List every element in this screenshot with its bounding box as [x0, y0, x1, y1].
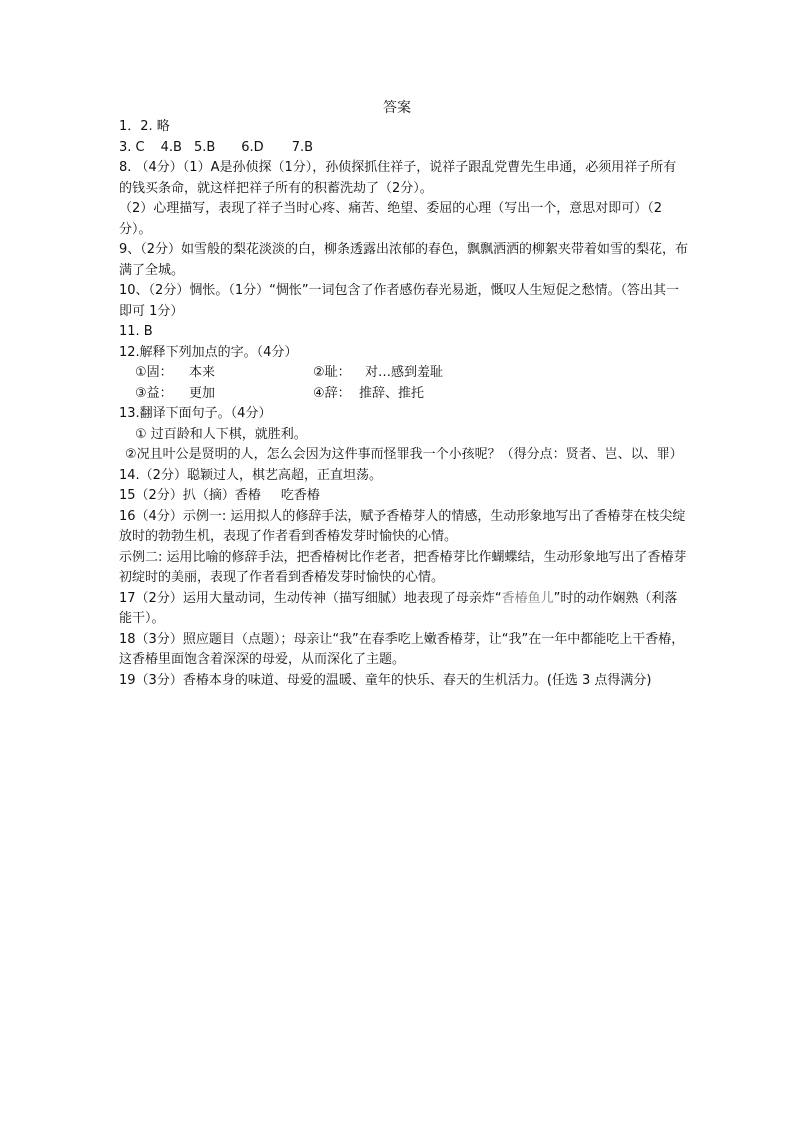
answer-13-item-2: ②况且叶公是贤明的人，怎么会因为这件事而怪罪我一个小孩呢？（得分点：贤者、岂、以、罪）	[125, 447, 683, 462]
answer-16-example-1: 16（4分）示例一: 运用拟人的修辞手法，赋予香椿芽人的情感，生动形象地写出了香椿芽在枝尖绽放时的勃勃生机，表现了作者看到香椿发芽时愉快的心情。	[119, 508, 686, 544]
answer-16-example-2: 示例二: 运用比喻的修辞手法，把香椿树比作老者，把香椿芽比作蝴蝶结，生动形象地写出了香椿芽初绽时的美丽，表现了作者看到香椿发芽时愉快的心情。	[119, 549, 687, 585]
answer-17-quoted-term: 香椿鱼儿	[501, 590, 554, 606]
answer-12-row-1	[119, 363, 689, 384]
answer-4: 4.B	[160, 139, 182, 155]
answer-3: 3. C	[119, 139, 145, 155]
q12-val-d: 推辞、推托	[359, 385, 425, 401]
answer-14: 14.（2分）聪颖过人，棋艺高超，正直坦荡。	[119, 467, 382, 483]
page-title: 答案	[383, 100, 411, 116]
q12-val-a: 本来	[189, 365, 216, 380]
q12-val-b: 对…感到羞耻	[365, 365, 444, 380]
q12-val-c: 更加	[189, 385, 216, 401]
answer-15	[119, 486, 689, 507]
answer-8-part-1: 8. （4分）（1）A是孙侦探（1分），孙侦探抓住祥子，说祥子跟乱党曹先生串通，必须用祥子所有的钱买条命，就这样把祥子所有的积蓄洗劫了（2分）。	[119, 160, 677, 196]
answer-13-item-1: ① 过百龄和人下棋，就胜利。	[135, 426, 307, 442]
answer-list	[119, 117, 689, 691]
q12-key-c: ③益：	[135, 385, 173, 401]
answer-10: 10、（2分）惆怅。（1分）“惆怅”一词包含了作者感伤春光易逝，慨叹人生短促之愁情。（答出其一即可 1分）	[119, 283, 680, 319]
answer-17-part-2: ”时的动作娴熟（利落能干）。	[119, 590, 678, 626]
answer-6: 6.D	[241, 139, 264, 155]
answer-11: 11. B	[119, 324, 153, 339]
answer-15-part-2: 吃香椿	[280, 488, 320, 503]
answer-7: 7.B	[291, 139, 314, 155]
answer-9: 9、（2分）如雪般的梨花淡淡的白，柳条透露出浓郁的春色，飘飘洒洒的柳絮夹带着如雪的梨花，布满了全城。	[119, 242, 689, 278]
answer-12-heading: 12.解释下列加点的字。（4分）	[119, 344, 298, 360]
answer-13-heading: 13.翻译下面句子。（4分）	[119, 406, 272, 421]
answer-line-3-7	[119, 138, 689, 159]
answer-17-part-1: 17（2分）运用大量动词，生动传神（描写细腻）地表现了母亲炸“	[119, 590, 502, 606]
answer-15-part-1: 15（2分）扒（摘）香椿	[119, 488, 261, 503]
answer-line-1: 1．2. 略	[119, 119, 170, 134]
answer-19: 19（3分）香椿本身的味道、母爱的温暖、童年的快乐、春天的生机活力。(任选 3 点得满分)	[119, 672, 652, 688]
answer-12-row-2	[119, 384, 689, 405]
q12-key-a: ①固：	[135, 365, 173, 380]
answer-8-part-2: （2）心理描写，表现了祥子当时心疼、痛苦、绝望、委屈的心理（写出一个，意思对即可）（2分）。	[119, 201, 663, 237]
q12-key-b: ②耻：	[313, 365, 351, 380]
q12-key-d: ④辞：	[313, 385, 351, 401]
answer-17	[119, 589, 689, 630]
answer-18: 18（3分）照应题目（点题）；母亲让“我”在春季吃上嫩香椿芽，让“我”在一年中都能吃上干香椿，这香椿里面饱含着深深的母爱，从而深化了主题。	[119, 631, 685, 667]
answer-5: 5.B	[193, 139, 216, 155]
